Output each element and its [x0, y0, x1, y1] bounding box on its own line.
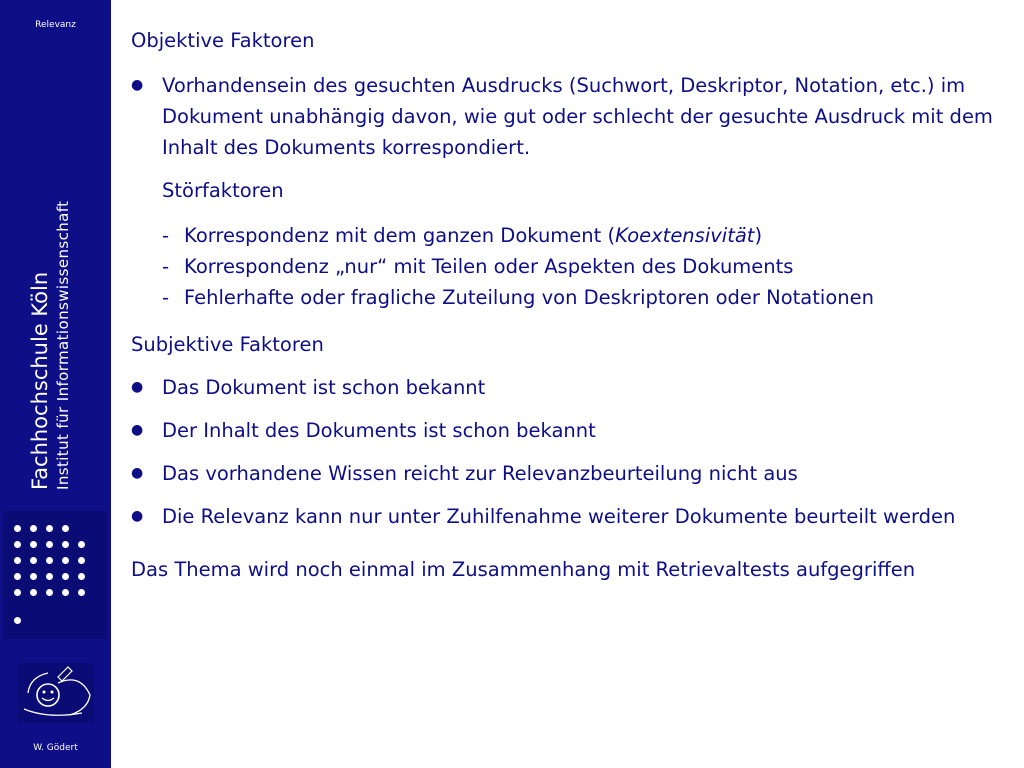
institution-name: Fachhochschule Köln	[28, 271, 52, 490]
disturb-heading: Störfaktoren	[162, 179, 284, 202]
disturb-item-1-suffix: )	[754, 224, 763, 247]
disturb-item-3	[131, 282, 1011, 313]
slide-content	[131, 25, 1011, 585]
bullet-icon: ●	[131, 379, 144, 395]
slide-topic-label: Relevanz	[35, 20, 76, 30]
subjective-heading: Subjektive Faktoren	[131, 333, 324, 356]
subjective-item-text: Das vorhandene Wissen reicht zur Relevanzbeurteilung nicht aus	[162, 462, 798, 485]
disturb-item-2	[131, 251, 1011, 282]
bullet-icon: ●	[131, 77, 144, 93]
bullet-icon: ●	[131, 508, 144, 524]
sidebar	[0, 0, 111, 768]
dash-marker: -	[162, 224, 170, 247]
dash-marker: -	[162, 255, 170, 278]
author-label: W. Gödert	[33, 743, 78, 753]
subjective-bullet	[131, 372, 1011, 403]
disturb-item-1	[131, 220, 1011, 251]
smiley-logo-icon	[18, 663, 94, 723]
department-name: Institut für Informationswissenschaft	[54, 200, 72, 490]
dash-marker: -	[162, 286, 170, 309]
subjective-bullet	[131, 458, 1011, 489]
institution-label	[26, 90, 72, 490]
subjective-bullet	[131, 415, 1011, 446]
objective-heading: Objektive Faktoren	[131, 29, 315, 52]
subjective-item-text: Das Dokument ist schon bekannt	[162, 376, 486, 399]
objective-bullet	[131, 70, 1011, 163]
closing-note: Das Thema wird noch einmal im Zusammenhang mit Retrievaltests aufgegriffen	[131, 558, 916, 581]
disturb-item-1-prefix: Korrespondenz mit dem ganzen Dokument (	[184, 224, 616, 247]
disturb-item-3-text: Fehlerhafte oder fragliche Zuteilung von Deskriptoren oder Notationen	[184, 286, 874, 309]
subjective-item-text: Der Inhalt des Dokuments ist schon bekannt	[162, 419, 596, 442]
subjective-item-text: Die Relevanz kann nur unter Zuhilfenahme weiterer Dokumente beurteilt werden	[162, 505, 956, 528]
dot-pattern	[3, 511, 107, 639]
disturb-item-1-term: Koextensivität	[615, 224, 755, 247]
objective-item-text: Vorhandensein des gesuchten Ausdrucks (Suchwort, Deskriptor, Notation, etc.) im Dokument unabhängig davon, wie gut oder schlecht der gesuchte Ausdruck mit dem Inhalt des Dokuments korrespondiert.	[162, 74, 993, 159]
disturb-item-2-text: Korrespondenz „nur“ mit Teilen oder Aspekten des Dokuments	[184, 255, 794, 278]
subjective-bullet	[131, 501, 1011, 532]
bullet-icon: ●	[131, 422, 144, 438]
bullet-icon: ●	[131, 465, 144, 481]
